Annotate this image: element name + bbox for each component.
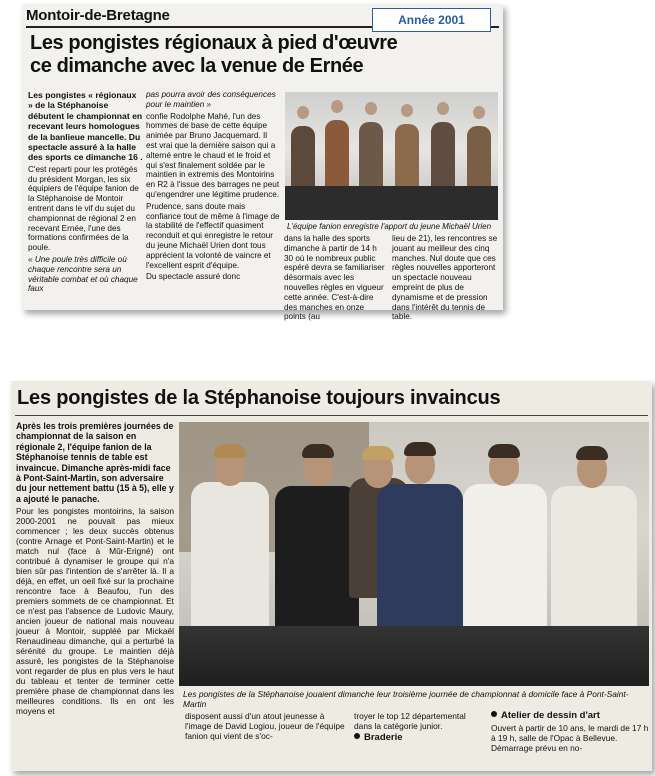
body-paragraph: troyer le top 12 départemental dans la catégorie junior. — [354, 711, 466, 731]
quote-paragraph: « Une poule très difficile où chaque rencontre sera un véritable combat et où chaque faux — [28, 255, 138, 294]
player-hair — [362, 446, 394, 460]
subheading-text: Atelier de dessin d'art — [501, 710, 600, 721]
heading-rule — [15, 415, 648, 416]
player-hair — [214, 444, 246, 458]
body-paragraph: Pour les pongistes montoirins, la saison 2000-2001 ne pouvait pas mieux commencer ; les deux succès obtenus (contre Arnage et Pont-Saint-Martin) et le match nul (face à Mûr-Erigné) ont contribué à dynamiser le groupe qui n'a bien sûr pas l'intention de s'arrêter là. Il a déjà, en effet, un oeil fixé sur la prochaine rencontre face à Beaufou, l'un des premiers sommets de ce championnat. Et ce n'est pas l'absence de Ludovic Maury, ancien joueur de national mais nouveau joueur à Montoir, suppléé par Mickaël Renaudineau dimanche, qui a perturbé la sérénité du groupe. Le maintien déjà assuré, les pongistes de la Stéphanoise vont regarder de plus en plus vers le haut du tableau et tenter de terminer cette première phase de championnat dans les meilleures conditions. Ils en ont les moyens et — [16, 506, 174, 717]
clipping-2001-ernee — [22, 4, 503, 322]
body-paragraph: confie Rodolphe Mahé, l'un des hommes de base de cette équipe animée par Bruno Jacquemard. Il est vrai que la dernière saison qui a alterné entre le chaud et le froid et qui s'est finalement soldée par le maintien in extremis des Montoirins en R2 à l'issue des barrages ne peut qu'engendrer une légitime prudence. — [146, 111, 280, 199]
player-head — [401, 104, 413, 117]
photo-caption: L'équipe fanion enregistre l'apport du jeune Michaël Urien — [287, 222, 492, 231]
lead-paragraph: Les pongistes « régionaux » de la Stéphanoise débutent le championnat en recevant leurs homologues de la banlieue mancelle. Du spectacle assuré à la halle des sports ce dimanche 16 . — [28, 90, 143, 163]
player-head — [331, 100, 343, 113]
article-column-4 — [392, 234, 500, 324]
article-column-4 — [491, 711, 649, 755]
player-hair — [302, 444, 334, 458]
body-paragraph: Ouvert à partir de 10 ans, le mardi de 17 h à 19 h, salle de l'Opac à Bellevue. Démarrage prévu en no- — [491, 723, 649, 753]
player-hair — [488, 444, 520, 458]
bullet-icon — [354, 733, 360, 739]
article-column-2 — [185, 711, 350, 743]
player-hair — [404, 442, 436, 456]
headline-line-2: ce dimanche avec la venue de Ernée — [30, 55, 364, 77]
headline — [30, 32, 500, 78]
lead-paragraph: Après les trois premières journées de championnat de la saison en régionale 2, l'équipe fanion de la Stéphanoise tennis de table est invaincue. Dimanche après-midi face à Pont-Saint-Martin, son adversaire du jour nettement battu (15 à 5), elle y a ajouté le panache. — [16, 421, 174, 504]
body-paragraph: Du spectacle assuré donc — [146, 272, 241, 282]
photo-caption: Les pongistes de la Stéphanoise jouaient dimanche leur troisième journée de championnat à domicile face à Pont-Saint-Martin — [183, 689, 629, 709]
clipping-invaincus — [11, 381, 652, 771]
body-paragraph: Prudence, sans doute mais confiance tout de même à l'image de la stabilité de l'effectif quasiment reconduit et qui enregistre le retour du jeune Michaël Urien dont tous apprécient la volonté de vaincre et l'excellent esprit d'équipe. — [146, 201, 280, 270]
article-column-3 — [284, 234, 388, 324]
body-paragraph: disposent aussi d'un atout jeunesse à l'image de David Logiou, joueur de l'équipe fanion qui vient de s'oc- — [185, 711, 345, 741]
player-head — [297, 106, 309, 119]
article-column-1 — [28, 90, 143, 296]
player-head — [437, 102, 449, 115]
article-column-1 — [16, 421, 174, 718]
quote-paragraph: pas pourra avoir des conséquences pour le maintien » — [146, 90, 276, 109]
body-paragraph: C'est reparti pour les protégés du président Morgan, les six équipiers de l'équipe fanion de la Stéphanoise de Montoir entrent dans le vif du sujet du championnat de régional 2 en recevant Ernée, l'une des formations confirmées de la poule. — [28, 164, 139, 253]
year-badge: Année 2001 — [372, 8, 491, 32]
subheading-braderie — [354, 733, 484, 743]
headline: Les pongistes de la Stéphanoise toujours invaincus — [17, 387, 501, 409]
subheading-atelier — [491, 711, 649, 721]
subheading-text: Braderie — [364, 732, 403, 743]
department-heading: Montoir-de-Bretagne — [26, 7, 170, 24]
ping-pong-table — [285, 186, 498, 220]
team-photo — [285, 92, 498, 220]
body-paragraph: dans la halle des sports dimanche à partir de 14 h 30 où le nombreux public espéré devra se familiariser désormais avec les nouvelles règles en vigueur cette année. C'est-à-dire des manches en onze points (au — [284, 234, 385, 322]
ping-pong-table — [179, 626, 649, 686]
article-column-2 — [146, 90, 280, 284]
bullet-icon — [491, 711, 497, 717]
article-column-3 — [354, 711, 484, 745]
player-head — [473, 106, 485, 119]
team-photo — [179, 422, 649, 686]
player-head — [365, 102, 377, 115]
body-paragraph: lieu de 21), les rencontres se jouant au meilleur des cinq manches. Nul doute que ces règles nouvelles apporteront un spectacle nouveau empreint de plus de dynamisme et de pression dans l'intérêt du tennis de table. — [392, 234, 498, 322]
headline-line-1: Les pongistes régionaux à pied d'œuvre — [30, 32, 398, 54]
player-hair — [576, 446, 608, 460]
